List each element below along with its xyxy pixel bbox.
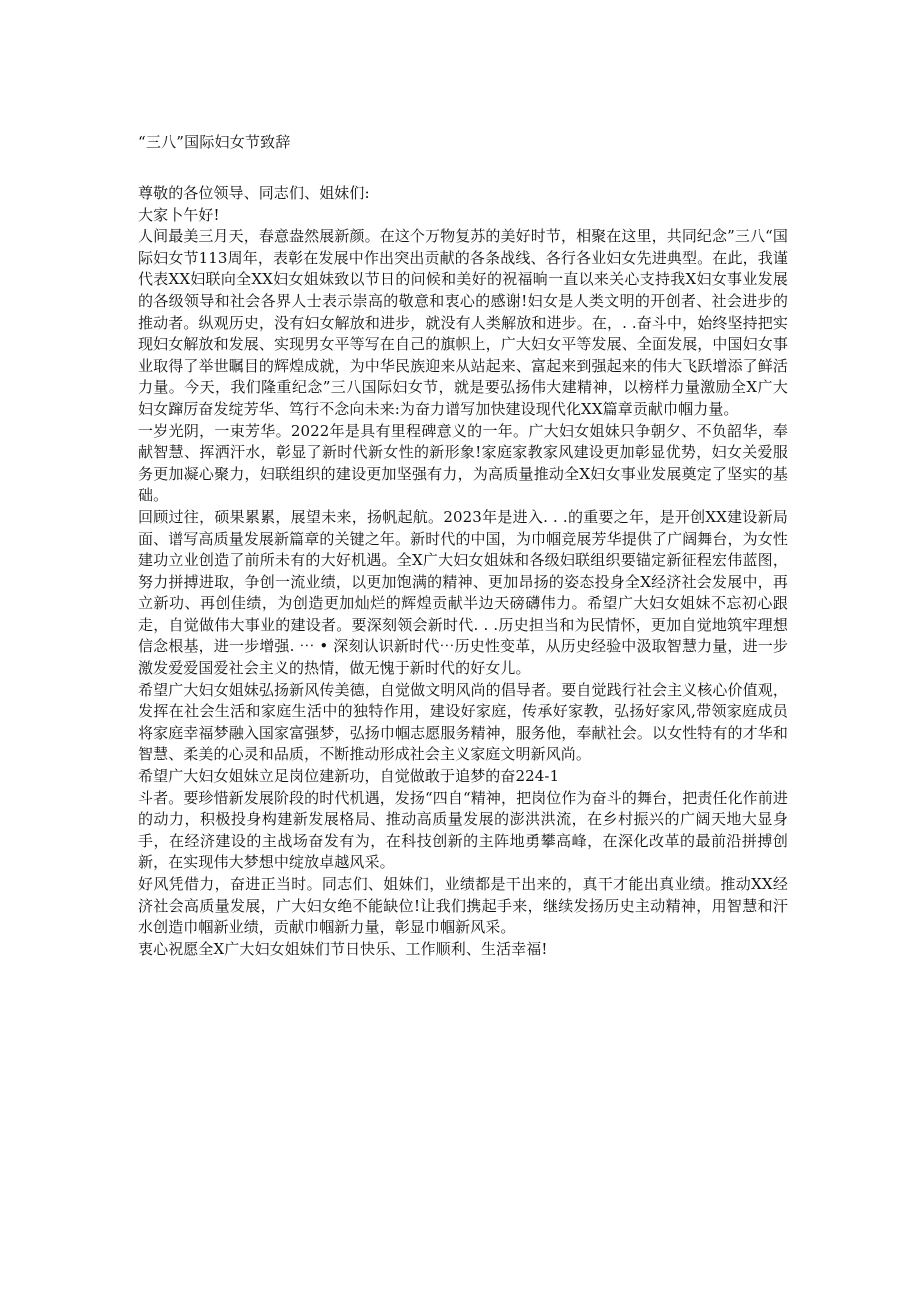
greeting: 大家卜午好! [138, 205, 220, 224]
paragraph-strivers: 斗者。要珍惜新发展阶段的时代机遇，发扬“四自“精神，把岗位作为奋斗的舞台，把责任化作前进的动力，积极投身构建新发展格局、推动高质量发展的澎洪洪流，在乡村振兴的广阔天地大显身手，在经济建设的主战场奋发有为，在科技创新的主阵地勇攀高峰，在深化改革的最前沿拼搏创新，在实现伟大梦想中绽放卓越风采。 [138, 788, 788, 872]
salutation: 尊敬的各位领导、同志们、姐妹们: [138, 184, 370, 202]
document-title: “三八”国际妇女节致辞 [138, 133, 291, 151]
paragraph-intro: 人间最美三月天，春意盎然展新颜。在这个万物复苏的美好时节，相聚在这里，共同纪念”三八“国际妇女节113周年，表彰在发展中作出突出贡献的各条战线、各行各业妇女先进典型。在此，我谨代表XX妇联向全XX妇女姐妹致以节日的问候和美好的祝福晌一直以来关心支持我X妇女事业发展的各级领导和社会各界人士表示崇高的敬意和衷心的感谢!妇女是人类文明的开创者、社会进步的推动者。纵观历史，没有妇女解放和进步，就没有人类解放和进步。在，. .奋斗中，始终坚持把实现妇女解放和发展、实现男女平等写在自己的旗帜上，广大妇女平等发展、全面发展，中国妇女事业取得了举世瞩目的辉煌成就，为中华民族迎来从站起来、富起来到强起来的伟大飞跃增添了鲜活力量。今天，我们隆重纪念”三八国际妇女节，就是要弘扬伟大建精神，以榜样力量激励全X广大妇女蹿厉奋发绽芳华、笃行不念向未来:为奋力谱写加快建设现代化XX篇章贡献巾帼力量。 [138, 227, 788, 418]
paragraph-post-heading: 希望广大妇女姐妹立足岗位建新功，自觉做敢于追梦的奋224-1 [138, 767, 560, 786]
paragraph-review-2022: 一岁光阴，一束芳华。2022年是具有里程碑意义的一年。广大妇女姐妹只争朝夕、不负韶华，奉献智慧、挥洒汗水，彰显了新时代新女性的新形象!家庭家教家风建设更加彰显优势，妇女关爱服务更加凝心聚力，妇联组织的建设更加坚强有力，为高质量推动全X妇女事业发展奠定了坚实的基础。 [138, 421, 788, 505]
closing-wishes: 衷心祝愿全X广大妇女姐妹们节日快乐、工作顺利、生活幸福! [138, 939, 548, 958]
paragraph-outlook-2023: 回顾过往，硕果累累，展望未来，扬帆起航。2023年是进入. . .的重要之年，是开创XX建设新局面、谱写高质量发展新篇章的关键之年。新时代的中国，为巾帼竞展芳华提供了广阔舞台，为女性建功立业创造了前所未有的大好机遇。全X广大妇女姐妹和各级妇联组织要锚定新征程宏伟蓝图，努力拼搏进取，争创一流业绩，以更加饱满的精神、更加昂扬的姿态投身全X经济社会发展中，再立新功、再创佳绩，为创造更加灿烂的辉煌贡献半边天磅礴伟力。希望广大妇女姐妹不忘初心跟走，自觉做伟大事业的建设者。要深刻领会新时代. . .历史担当和为民情怀，更加自觉地筑牢理想信念根基，进一步增强. ⋯ • 深刻认识新时代⋯历史性变革，从历史经验中汲取智慧力量，进一步激发爱爱国爱社会主义的热情，做无愧于新时代的好女儿。 [138, 507, 788, 678]
paragraph-new-customs: 希望广大妇女姐妹弘扬新风传美德，自觉做文明风尚的倡导者。要自觉践行社会主义核心价值观，发挥在社会生活和家庭生活中的独特作用，建设好家庭，传承好家教，弘扬好家风,带领家庭成员将家庭幸福梦融入国家富强梦，弘扬巾帼志愿服务精神，服务他，奉献社会。以女性特有的才华和智慧、柔美的心灵和品质，不断推动形成社会主义家庭文明新风尚。 [138, 680, 788, 764]
document-page [138, 131, 788, 960]
paragraph-call-to-action: 好风凭借力，奋进正当时。同志们、姐妹们，业绩都是干出来的，真干才能出真业绩。推动XX经济社会高质量发展，广大妇女绝不能缺位!让我们携起手来，继续发扬历史主动精神，用智慧和汗水创造巾帼新业绩，贡献巾帼新力量，彰显巾帼新风采。 [138, 875, 788, 937]
